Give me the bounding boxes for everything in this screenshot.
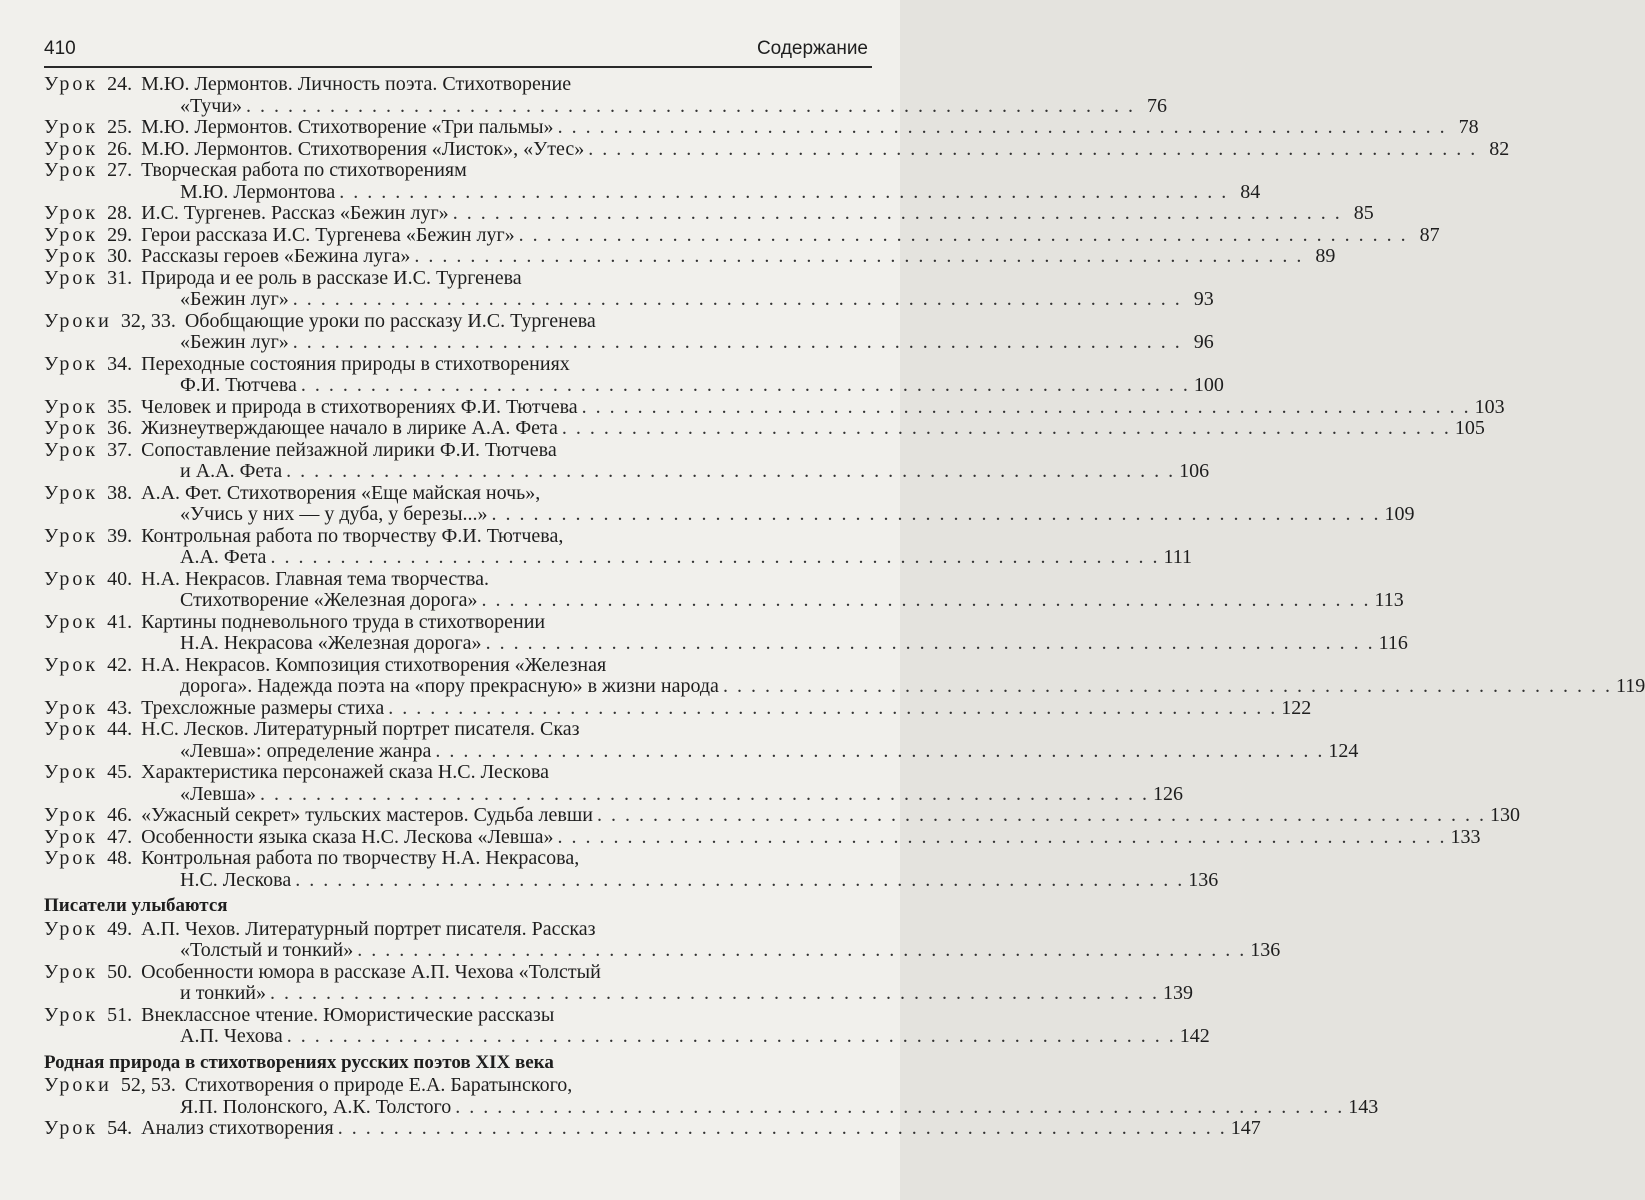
lesson-number: 47. [107, 825, 133, 848]
lesson-label: Урок [44, 718, 99, 740]
lesson-title: Контрольная работа по творчеству Н.А. Некрасова, [141, 847, 580, 869]
dot-leader: . . . . . . . . . . . . . . . . . . . . . . . . . . . . . . . . . . . . . . . . . . . . . . . . . . . . . . . . . . . . . . . . [270, 982, 1160, 1004]
entry-page-number: 100 [1193, 374, 1224, 396]
lesson-title: Н.А. Некрасов. Главная тема творчества. [141, 567, 490, 590]
dot-leader: . . . . . . . . . . . . . . . . . . . . . . . . . . . . . . . . . . . . . . . . . . . . . . . . . . . . . . . . . . . . . . . . [337, 1117, 1227, 1139]
dot-leader: . . . . . . . . . . . . . . . . . . . . . . . . . . . . . . . . . . . . . . . . . . . . . . . . . . . . . . . . . . . . . . . . [455, 1095, 1345, 1118]
lesson-label: Урок [44, 960, 99, 983]
dot-leader: . . . . . . . . . . . . . . . . . . . . . . . . . . . . . . . . . . . . . . . . . . . . . . . . . . . . . . . . . . . . . . . . [588, 137, 1478, 160]
lesson-number: 34. [107, 352, 133, 375]
lesson-title-continued: Н.С. Лескова [180, 868, 292, 891]
lesson-number: 43. [107, 696, 133, 719]
entry-page-number: 119 [1615, 675, 1645, 697]
lesson-title: Человек и природа в стихотворениях Ф.И. Тютчева [141, 395, 578, 418]
lesson-label: Урок [44, 395, 99, 418]
entry-page-number: 126 [1153, 782, 1184, 805]
dot-leader: . . . . . . . . . . . . . . . . . . . . . . . . . . . . . . . . . . . . . . . . . . . . . . . . . . . . . . . . . . . . . . . . [518, 223, 1408, 246]
lesson-label: Урок [44, 804, 99, 826]
lesson-title: Характеристика персонажей сказа Н.С. Лескова [141, 761, 550, 783]
lesson-label: Урок [44, 825, 99, 848]
lesson-number: 51. [107, 1003, 133, 1026]
lesson-title-continued: «Левша» [180, 782, 257, 805]
entry-page-number: 85 [1353, 202, 1374, 224]
lesson-number: 44. [107, 718, 133, 740]
table-of-contents [44, 73, 1645, 1140]
dot-leader: . . . . . . . . . . . . . . . . . . . . . . . . . . . . . . . . . . . . . . . . . . . . . . . . . . . . . . . . . . . . . . . . [481, 589, 1371, 611]
entry-page-number: 130 [1489, 804, 1520, 826]
dot-leader: . . . . . . . . . . . . . . . . . . . . . . . . . . . . . . . . . . . . . . . . . . . . . . . . . . . . . . . . . . . . . . . . [388, 696, 1278, 719]
lesson-title: М.Ю. Лермонтов. Личность поэта. Стихотворение [141, 73, 572, 95]
lesson-label: Урок [44, 73, 99, 95]
lesson-title-continued: Стихотворение «Железная дорога» [180, 589, 478, 611]
dot-leader: . . . . . . . . . . . . . . . . . . . . . . . . . . . . . . . . . . . . . . . . . . . . . . . . . . . . . . . . . . . . . . . . [260, 782, 1150, 805]
entry-page-number: 142 [1179, 1025, 1210, 1047]
toc-entry[interactable] [44, 1003, 1210, 1048]
toc-entry[interactable] [44, 309, 1214, 354]
lesson-label: Урок [44, 266, 99, 289]
dot-leader: . . . . . . . . . . . . . . . . . . . . . . . . . . . . . . . . . . . . . . . . . . . . . . . . . . . . . . . . . . . . . . . . [491, 503, 1381, 525]
lesson-number: 40. [107, 567, 133, 590]
lesson-label: Урок [44, 223, 99, 246]
entry-page-number: 124 [1328, 739, 1359, 762]
entry-page-number: 113 [1374, 589, 1404, 611]
toc-entry[interactable] [44, 1117, 1261, 1140]
lesson-title: А.А. Фет. Стихотворения «Еще майская ночь», [141, 481, 541, 504]
running-title: Содержание [756, 38, 868, 59]
lesson-title: Картины подневольного труда в стихотворении [141, 610, 546, 633]
toc-entry[interactable] [44, 718, 1359, 762]
entry-page-number: 116 [1378, 632, 1408, 654]
lesson-number: 27. [107, 159, 133, 181]
lesson-title-continued: «Левша»: определение жанра [180, 739, 432, 762]
dot-leader: . . . . . . . . . . . . . . . . . . . . . . . . . . . . . . . . . . . . . . . . . . . . . . . . . . . . . . . . . . . . . . . . [596, 804, 1486, 826]
entry-page-number: 136 [1250, 939, 1281, 961]
lesson-title-continued: дорога». Надежда поэта на «пору прекрасную» в жизни народа [180, 675, 719, 697]
lesson-title-continued: Я.П. Полонского, А.К. Толстого [180, 1095, 452, 1118]
entry-page-number: 143 [1348, 1095, 1379, 1118]
entry-page-number: 78 [1458, 116, 1479, 138]
toc-entry[interactable] [44, 395, 1505, 419]
lesson-label: Урок [44, 481, 99, 504]
lesson-number: 52, 53. [120, 1074, 176, 1096]
entry-page-number: 82 [1489, 137, 1510, 160]
lesson-label: Урок [44, 1117, 99, 1139]
lesson-number: 49. [107, 917, 133, 940]
entry-page-number: 139 [1163, 982, 1194, 1004]
toc-entry[interactable] [44, 847, 1219, 891]
lesson-title-continued: и А.А. Фета [180, 460, 283, 482]
lesson-title: Рассказы героев «Бежина луга» [141, 245, 411, 267]
entry-page-number: 136 [1188, 868, 1219, 891]
lesson-number: 24. [107, 73, 133, 95]
lesson-title: Н.А. Некрасов. Композиция стихотворения «Железная [141, 653, 607, 676]
lesson-title: «Ужасный секрет» тульских мастеров. Судьба левши [141, 804, 593, 826]
lesson-label: Урок [44, 417, 99, 439]
lesson-number: 41. [107, 610, 133, 633]
lesson-number: 25. [107, 116, 133, 138]
lesson-number: 31. [107, 266, 133, 289]
lesson-title: Контрольная работа по творчеству Ф.И. Тютчева, [141, 524, 564, 547]
lesson-number: 36. [107, 417, 133, 439]
toc-entry[interactable] [44, 481, 1415, 526]
lesson-label: Урок [44, 917, 99, 940]
lesson-title: Н.С. Лесков. Литературный портрет писателя. Сказ [141, 718, 580, 740]
entry-page-number: 96 [1193, 331, 1214, 353]
entry-page-number: 122 [1281, 696, 1312, 719]
entry-page-number: 105 [1454, 417, 1485, 439]
toc-entry[interactable] [44, 567, 1404, 612]
lesson-label: Урок [44, 159, 99, 181]
lesson-number: 35. [107, 395, 133, 418]
lesson-number: 50. [107, 960, 133, 983]
lesson-title: Особенности юмора в рассказе А.П. Чехова «Толстый [141, 960, 601, 983]
lesson-number: 42. [107, 653, 133, 676]
toc-entry[interactable] [44, 917, 1281, 962]
dot-leader: . . . . . . . . . . . . . . . . . . . . . . . . . . . . . . . . . . . . . . . . . . . . . . . . . . . . . . . . . . . . . . . . [292, 331, 1182, 353]
lesson-label: Урок [44, 116, 99, 138]
header-rule [44, 66, 872, 68]
lesson-title-continued: Ф.И. Тютчева [180, 374, 297, 396]
toc-entry[interactable] [44, 524, 1192, 569]
lesson-number: 37. [107, 438, 133, 461]
toc-entry[interactable] [44, 73, 1167, 117]
entry-page-number: 76 [1146, 94, 1167, 117]
lesson-title-continued: А.А. Фета [180, 546, 267, 568]
toc-entry[interactable] [44, 825, 1481, 849]
lesson-title: Обобщающие уроки по рассказу И.С. Тургенева [184, 309, 596, 332]
toc-entry[interactable] [44, 266, 1214, 311]
lesson-number: 48. [107, 847, 133, 869]
lesson-number: 30. [107, 245, 133, 267]
dot-leader: . . . . . . . . . . . . . . . . . . . . . . . . . . . . . . . . . . . . . . . . . . . . . . . . . . . . . . . . . . . . . . . . [270, 546, 1160, 568]
lesson-number: 26. [107, 137, 133, 160]
lesson-number: 38. [107, 481, 133, 504]
dot-leader: . . . . . . . . . . . . . . . . . . . . . . . . . . . . . . . . . . . . . . . . . . . . . . . . . . . . . . . . . . . . . . . . [339, 180, 1229, 203]
lesson-title: Творческая работа по стихотворениям [141, 159, 467, 181]
lesson-label: Урок [44, 761, 99, 783]
lesson-title: И.С. Тургенев. Рассказ «Бежин луг» [141, 202, 449, 224]
lesson-title: Переходные состояния природы в стихотворениях [141, 352, 570, 375]
toc-entry[interactable] [44, 245, 1336, 268]
lesson-label: Урок [44, 610, 99, 633]
dot-leader: . . . . . . . . . . . . . . . . . . . . . . . . . . . . . . . . . . . . . . . . . . . . . . . . . . . . . . . . . . . . . . . . [485, 632, 1375, 654]
toc-entry[interactable] [44, 653, 1645, 698]
dot-leader: . . . . . . . . . . . . . . . . . . . . . . . . . . . . . . . . . . . . . . . . . . . . . . . . . . . . . . . . . . . . . . . . [581, 395, 1471, 418]
lesson-number: 32, 33. [120, 309, 176, 332]
dot-leader: . . . . . . . . . . . . . . . . . . . . . . . . . . . . . . . . . . . . . . . . . . . . . . . . . . . . . . . . . . . . . . . . [292, 288, 1182, 310]
lesson-number: 54. [107, 1117, 133, 1139]
lesson-title: Трехсложные размеры стиха [141, 696, 385, 719]
lesson-label: Урок [44, 847, 99, 869]
dot-leader: . . . . . . . . . . . . . . . . . . . . . . . . . . . . . . . . . . . . . . . . . . . . . . . . . . . . . . . . . . . . . . . . [286, 1025, 1176, 1047]
lesson-label: Урок [44, 352, 99, 375]
entry-page-number: 109 [1384, 503, 1415, 525]
lesson-number: 46. [107, 804, 133, 826]
lesson-label: Урок [44, 653, 99, 676]
lesson-title: М.Ю. Лермонтов. Стихотворения «Листок», «Утес» [141, 137, 585, 160]
page-header [44, 38, 872, 60]
lesson-title: Анализ стихотворения [141, 1117, 334, 1139]
lesson-title: Жизнеутверждающее начало в лирике А.А. Фета [141, 417, 558, 439]
dot-leader: . . . . . . . . . . . . . . . . . . . . . . . . . . . . . . . . . . . . . . . . . . . . . . . . . . . . . . . . . . . . . . . . [357, 939, 1247, 961]
toc-entry[interactable] [44, 804, 1520, 827]
entry-page-number: 103 [1474, 395, 1505, 418]
lesson-label: Урок [44, 245, 99, 267]
entry-page-number: 87 [1419, 223, 1440, 246]
dot-leader: . . . . . . . . . . . . . . . . . . . . . . . . . . . . . . . . . . . . . . . . . . . . . . . . . . . . . . . . . . . . . . . . [452, 202, 1342, 224]
lesson-label: Урок [44, 137, 99, 160]
toc-entry[interactable] [44, 352, 1224, 397]
toc-entry[interactable] [44, 696, 1312, 720]
lesson-title: Природа и ее роль в рассказе И.С. Тургенева [141, 266, 522, 289]
dot-leader: . . . . . . . . . . . . . . . . . . . . . . . . . . . . . . . . . . . . . . . . . . . . . . . . . . . . . . . . . . . . . . . . [561, 417, 1451, 439]
dot-leader: . . . . . . . . . . . . . . . . . . . . . . . . . . . . . . . . . . . . . . . . . . . . . . . . . . . . . . . . . . . . . . . . [722, 675, 1612, 697]
dot-leader: . . . . . . . . . . . . . . . . . . . . . . . . . . . . . . . . . . . . . . . . . . . . . . . . . . . . . . . . . . . . . . . . [557, 116, 1447, 138]
lesson-label: Урок [44, 438, 99, 461]
lesson-label: Урок [44, 524, 99, 547]
entry-page-number: 133 [1450, 825, 1481, 848]
section-heading: Писатели улыбаются [44, 895, 228, 916]
lesson-title-continued: М.Ю. Лермонтова [180, 180, 336, 203]
page-number: 410 [44, 38, 76, 59]
dot-leader: . . . . . . . . . . . . . . . . . . . . . . . . . . . . . . . . . . . . . . . . . . . . . . . . . . . . . . . . . . . . . . . . [435, 739, 1325, 762]
lesson-title: Особенности языка сказа Н.С. Лескова «Левша» [141, 825, 554, 848]
toc-entry[interactable] [44, 417, 1485, 440]
dot-leader: . . . . . . . . . . . . . . . . . . . . . . . . . . . . . . . . . . . . . . . . . . . . . . . . . . . . . . . . . . . . . . . . [245, 94, 1135, 117]
lesson-title: Внеклассное чтение. Юмористические рассказы [141, 1003, 555, 1026]
lesson-number: 45. [107, 761, 133, 783]
lesson-label: Урок [44, 202, 99, 224]
lesson-label: Уроки [44, 1074, 112, 1096]
lesson-number: 29. [107, 223, 133, 246]
lesson-title: М.Ю. Лермонтов. Стихотворение «Три пальмы» [141, 116, 554, 138]
toc-entry[interactable] [44, 202, 1374, 225]
entry-page-number: 147 [1230, 1117, 1261, 1139]
entry-page-number: 93 [1193, 288, 1214, 310]
lesson-title: Герои рассказа И.С. Тургенева «Бежин луг» [141, 223, 515, 246]
dot-leader: . . . . . . . . . . . . . . . . . . . . . . . . . . . . . . . . . . . . . . . . . . . . . . . . . . . . . . . . . . . . . . . . [295, 868, 1185, 891]
dot-leader: . . . . . . . . . . . . . . . . . . . . . . . . . . . . . . . . . . . . . . . . . . . . . . . . . . . . . . . . . . . . . . . . [300, 374, 1190, 396]
toc-entry[interactable] [44, 137, 1510, 161]
toc-entry[interactable] [44, 159, 1261, 203]
toc-entry[interactable] [44, 761, 1184, 805]
lesson-title-continued: «Учись у них — у дуба, у березы...» [180, 503, 488, 525]
entry-page-number: 84 [1240, 180, 1261, 203]
toc-entry[interactable] [44, 116, 1479, 139]
dot-leader: . . . . . . . . . . . . . . . . . . . . . . . . . . . . . . . . . . . . . . . . . . . . . . . . . . . . . . . . . . . . . . . . [286, 460, 1176, 482]
toc-entry[interactable] [44, 960, 1194, 1005]
entry-page-number: 111 [1163, 546, 1192, 568]
lesson-title-continued: «Бежин луг» [180, 331, 289, 353]
lesson-title-continued: и тонкий» [180, 982, 267, 1004]
lesson-title: Сопоставление пейзажной лирики Ф.И. Тютчева [141, 438, 557, 461]
lesson-title-continued: «Тучи» [180, 94, 242, 117]
lesson-number: 39. [107, 524, 133, 547]
lesson-title: Стихотворения о природе Е.А. Баратынского, [184, 1074, 573, 1096]
toc-entry[interactable] [44, 1074, 1379, 1118]
dot-leader: . . . . . . . . . . . . . . . . . . . . . . . . . . . . . . . . . . . . . . . . . . . . . . . . . . . . . . . . . . . . . . . . [414, 245, 1304, 267]
entry-page-number: 89 [1315, 245, 1336, 267]
lesson-number: 28. [107, 202, 133, 224]
section-heading: Родная природа в стихотворениях русских поэтов XIX века [44, 1051, 554, 1073]
toc-entry[interactable] [44, 610, 1408, 655]
lesson-title-continued: А.П. Чехова [180, 1025, 283, 1047]
lesson-title-continued: «Бежин луг» [180, 288, 289, 310]
dot-leader: . . . . . . . . . . . . . . . . . . . . . . . . . . . . . . . . . . . . . . . . . . . . . . . . . . . . . . . . . . . . . . . . [557, 825, 1447, 848]
toc-entry[interactable] [44, 223, 1440, 247]
lesson-label: Урок [44, 1003, 99, 1026]
lesson-title-continued: «Толстый и тонкий» [180, 939, 354, 961]
toc-entry[interactable] [44, 438, 1210, 483]
lesson-title: А.П. Чехов. Литературный портрет писателя. Рассказ [141, 917, 596, 940]
lesson-title-continued: Н.А. Некрасова «Железная дорога» [180, 632, 482, 654]
lesson-label: Уроки [44, 309, 112, 332]
entry-page-number: 106 [1179, 460, 1210, 482]
lesson-label: Урок [44, 696, 99, 719]
lesson-label: Урок [44, 567, 99, 590]
